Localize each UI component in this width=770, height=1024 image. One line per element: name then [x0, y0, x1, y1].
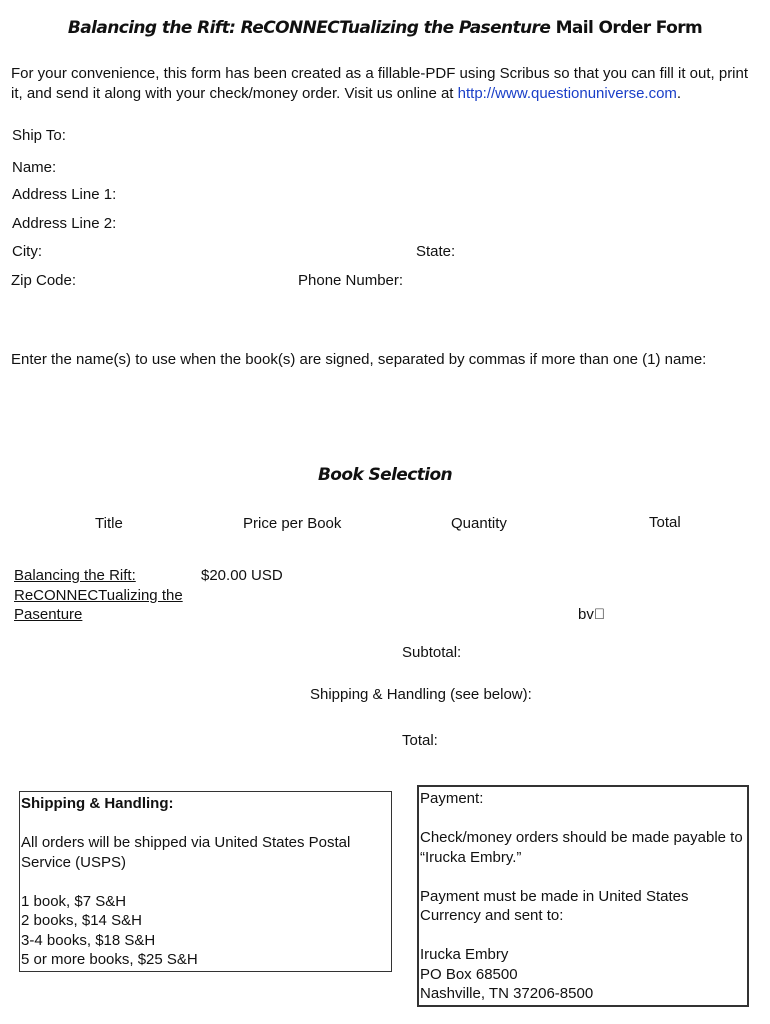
address2-label: Address Line 2: [12, 215, 117, 232]
shipping-info-box [19, 791, 392, 972]
subtotal-label: Subtotal: [402, 644, 462, 661]
book-price: $20.00 USD [201, 567, 283, 584]
total-label: Total: [402, 732, 438, 749]
mailing-address-line: Nashville, TN 37206-8500 [420, 985, 594, 1002]
mailing-address-line: PO Box 68500 [420, 965, 518, 983]
zip-label: Zip Code: [11, 272, 77, 289]
column-header-price: Price per Book [243, 515, 342, 532]
column-header-title: Title [95, 515, 123, 532]
book-title-link[interactable]: Balancing the Rift: ReCONNECTualizing the Pasenture [14, 567, 183, 623]
intro-end: . [676, 85, 682, 102]
rate-line: 2 books, $14 S&H [21, 912, 142, 929]
address1-label: Address Line 1: [12, 186, 117, 203]
state-label: State: [416, 243, 456, 260]
page-title [0, 17, 770, 39]
city-label: City: [12, 243, 42, 260]
ship-to-heading: Ship To: [12, 127, 66, 144]
currency-note: Payment must be made in United States Currency and sent to: [420, 887, 689, 924]
website-link[interactable]: http://www.questionuniverse.com [457, 85, 677, 102]
payment-info-box [417, 785, 749, 1007]
payable-note: Check/money orders should be made payable to “Irucka Embry.” [420, 829, 743, 866]
title-book-name: Balancing the Rift: ReCONNECTualizing the Pasenture [67, 18, 551, 38]
signing-prompt: Enter the name(s) to use when the book(s) are signed, separated by commas if more than one (1) name: [11, 351, 707, 368]
title-suffix: Mail Order Form [555, 18, 703, 38]
intro-text: For your convenience, this form has been created as a fillable-PDF using Scribus so that you can fill it out, print it, and send it along with your check/money order. Visit us online at [11, 65, 749, 102]
column-header-quantity: Quantity [451, 515, 507, 532]
shipping-note: All orders will be shipped via United States Postal Service (USPS) [21, 834, 351, 871]
rate-line: 3-4 books, $18 S&H [21, 931, 156, 949]
name-label: Name: [12, 159, 57, 176]
shipping-label: Shipping & Handling (see below): [310, 686, 532, 703]
book-selection-heading: Book Selection [317, 465, 453, 485]
rate-line: 5 or more books, $25 S&H [21, 951, 198, 968]
column-header-total: Total [649, 514, 681, 531]
payment-box-heading: Payment: [420, 790, 484, 807]
mailing-address-line: Irucka Embry [420, 946, 509, 963]
shipping-box-heading: Shipping & Handling: [21, 795, 174, 812]
rate-line: 1 book, $7 S&H [21, 892, 127, 910]
book-total-value: bv  [578, 606, 606, 623]
intro-paragraph [11, 64, 756, 104]
phone-label: Phone Number: [298, 272, 404, 289]
